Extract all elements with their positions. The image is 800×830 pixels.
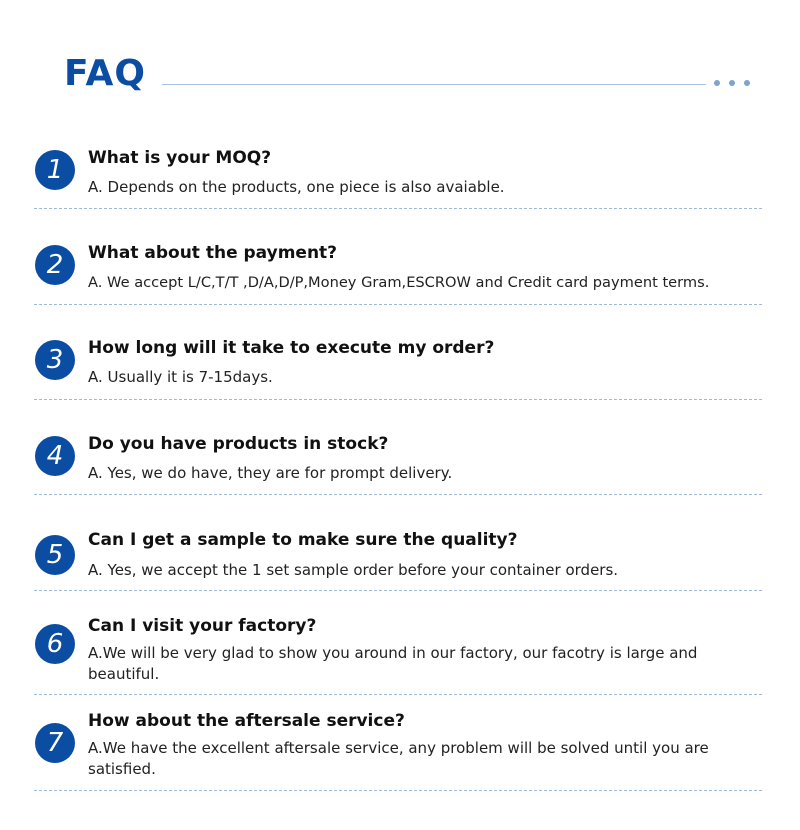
- faq-answer: A.We will be very glad to show you around in our factory, our facotry is large and beautiful.: [88, 644, 698, 683]
- faq-answer: A. Yes, we accept the 1 set sample order before your container orders.: [88, 561, 619, 579]
- number-badge: 5: [35, 535, 75, 575]
- faq-header: [0, 0, 800, 120]
- faq-question: Do you have products in stock?: [88, 434, 389, 454]
- faq-question: Can I visit your factory?: [88, 616, 317, 636]
- number-badge: 3: [35, 340, 75, 380]
- dashed-divider: [34, 304, 762, 305]
- page-title: FAQ: [64, 53, 146, 94]
- dashed-divider: [34, 790, 762, 791]
- faq-question: What is your MOQ?: [88, 148, 272, 168]
- number-badge: 6: [35, 624, 75, 664]
- faq-answer: A. Depends on the products, one piece is also avaiable.: [88, 178, 505, 196]
- dashed-divider: [34, 590, 762, 591]
- number-badge: 2: [35, 245, 75, 285]
- faq-answer: A.We have the excellent aftersale service, any problem will be solved until you are satisfied.: [88, 739, 709, 778]
- dashed-divider: [34, 399, 762, 400]
- faq-question: What about the payment?: [88, 243, 338, 263]
- number-badge: 1: [35, 150, 75, 190]
- number-badge: 4: [35, 436, 75, 476]
- faq-question: How long will it take to execute my order?: [88, 338, 495, 358]
- faq-answer: A. Yes, we do have, they are for prompt delivery.: [88, 464, 453, 482]
- faq-answer: A. We accept L/C,T/T ,D/A,D/P,Money Gram,ESCROW and Credit card payment terms.: [88, 274, 710, 291]
- faq-question: How about the aftersale service?: [88, 711, 405, 731]
- title-rule: [162, 84, 706, 85]
- ellipsis-dots-icon: [714, 80, 754, 88]
- dashed-divider: [34, 494, 762, 495]
- faq-answer: A. Usually it is 7-15days.: [88, 368, 273, 386]
- number-badge: 7: [35, 723, 75, 763]
- dashed-divider: [34, 694, 762, 695]
- faq-question: Can I get a sample to make sure the quality?: [88, 530, 518, 550]
- dashed-divider: [34, 208, 762, 209]
